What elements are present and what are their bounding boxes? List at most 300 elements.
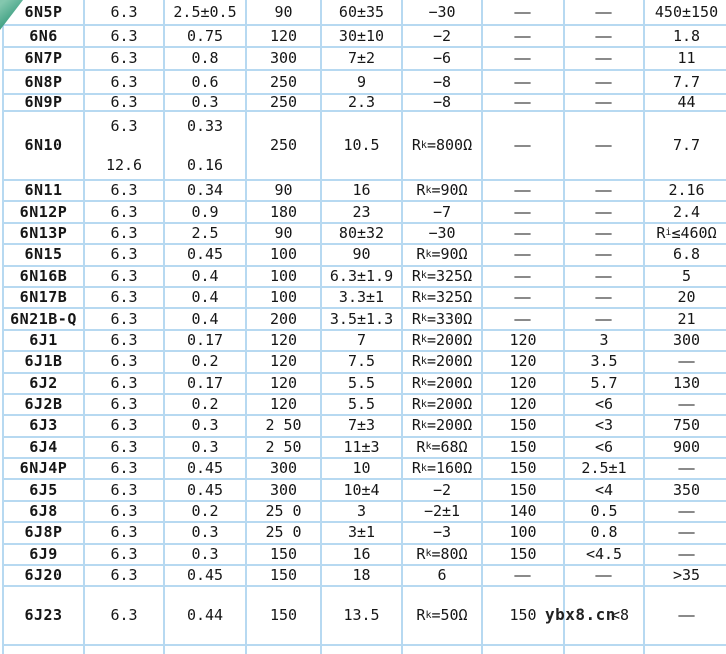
- spec-cell: 25 0: [247, 502, 322, 523]
- spec-cell: 0.2: [165, 395, 247, 416]
- table-row: [4, 181, 726, 202]
- empty-dash: —: [514, 136, 532, 154]
- spec-cell: 25 0: [247, 523, 322, 544]
- spec-cell: 6.3: [85, 224, 165, 245]
- spec-cell: 3: [565, 331, 645, 352]
- spec-cell: 150: [483, 480, 565, 501]
- spec-cell: 120: [247, 374, 322, 395]
- empty-dash: —: [595, 245, 613, 264]
- table-row: [4, 0, 726, 26]
- empty-dash: —: [595, 93, 613, 111]
- tube-name-cell: 6N5P: [4, 0, 85, 26]
- spec-cell: 7.7: [645, 71, 726, 95]
- spec-cell: [645, 646, 726, 654]
- spec-cell: >35: [645, 566, 726, 587]
- spec-cell: 120: [247, 331, 322, 352]
- tube-name-cell: 6N15: [4, 245, 85, 266]
- spec-cell: 0.8: [565, 523, 645, 544]
- empty-dash: —: [514, 309, 532, 328]
- tube-name-cell: 6J3: [4, 416, 85, 437]
- spec-cell: 100: [247, 288, 322, 309]
- table-row: [4, 352, 726, 373]
- tube-name-cell: 6NJ4P: [4, 459, 85, 480]
- spec-cell: R k =330Ω: [403, 309, 483, 330]
- spec-cell: 6.8: [645, 245, 726, 266]
- spec-cell: 90: [247, 181, 322, 202]
- table-row: [4, 438, 726, 459]
- table-row: [4, 95, 726, 112]
- spec-cell: −8: [403, 71, 483, 95]
- spec-cell: 0.3: [165, 416, 247, 437]
- spec-cell: 750: [645, 416, 726, 437]
- spec-cell: 6.3: [85, 26, 165, 48]
- empty-dash: —: [595, 26, 613, 45]
- spec-cell: −6: [403, 48, 483, 71]
- spec-cell: 5: [645, 267, 726, 288]
- empty-dash: —: [514, 181, 532, 200]
- empty-dash: —: [678, 352, 695, 371]
- tube-name-cell: 6J8P: [4, 523, 85, 544]
- empty-dash: —: [514, 72, 532, 91]
- spec-cell: 2.5±1: [565, 459, 645, 480]
- spec-cell: 90: [247, 0, 322, 26]
- spec-cell: 300: [247, 459, 322, 480]
- spec-cell: 100: [247, 267, 322, 288]
- spec-cell: [565, 26, 645, 48]
- empty-dash: —: [595, 136, 613, 154]
- spec-cell: [85, 646, 165, 654]
- heater-value: 0.33: [186, 117, 224, 135]
- spec-cell: 30±10: [322, 26, 403, 48]
- spec-cell: [247, 646, 322, 654]
- table-row: [4, 459, 726, 480]
- table-row: [4, 416, 726, 437]
- empty-dash: —: [514, 26, 532, 45]
- spec-cell: [483, 646, 565, 654]
- spec-cell: 0.17: [165, 331, 247, 352]
- spec-cell: 2.16: [645, 181, 726, 202]
- spec-cell: 1.8: [645, 26, 726, 48]
- table-row: [4, 202, 726, 223]
- spec-cell: [483, 95, 565, 112]
- spec-cell: <6: [565, 438, 645, 459]
- spec-cell: 0.45: [165, 566, 247, 587]
- spec-cell: 6.3: [85, 416, 165, 437]
- table-row: [4, 26, 726, 48]
- spec-cell: [483, 245, 565, 266]
- spec-cell: [645, 459, 726, 480]
- table-row: [4, 267, 726, 288]
- spec-cell: 150: [247, 566, 322, 587]
- empty-dash: —: [678, 395, 695, 414]
- spec-cell: 2.5: [165, 224, 247, 245]
- tube-name-cell: 6J2: [4, 374, 85, 395]
- table-row: [4, 523, 726, 544]
- tube-name-cell: 6J5: [4, 480, 85, 501]
- spec-cell: 80±32: [322, 224, 403, 245]
- spec-cell: 0.2: [165, 502, 247, 523]
- empty-dash: —: [595, 309, 613, 328]
- spec-cell: 450±150: [645, 0, 726, 26]
- spec-cell: 0.45: [165, 459, 247, 480]
- spec-cell: [483, 112, 565, 181]
- spec-cell: 300: [645, 331, 726, 352]
- empty-dash: —: [678, 544, 695, 563]
- table-row: [4, 395, 726, 416]
- spec-cell: [483, 202, 565, 223]
- spec-cell: 0.5: [565, 502, 645, 523]
- spec-cell: 250: [247, 112, 322, 181]
- watermark-text: ybx8.cn: [545, 605, 616, 624]
- spec-cell: [565, 71, 645, 95]
- spec-cell: 6.3: [85, 566, 165, 587]
- spec-cell: R k =200Ω: [403, 374, 483, 395]
- spec-cell: R k =90Ω: [403, 245, 483, 266]
- spec-cell: 150: [483, 416, 565, 437]
- spec-cell: 150: [483, 545, 565, 566]
- spec-cell: 16: [322, 181, 403, 202]
- spec-cell: 6.3: [85, 71, 165, 95]
- spec-cell: 0.4: [165, 267, 247, 288]
- spec-cell: 350: [645, 480, 726, 501]
- table-row: [4, 587, 726, 646]
- spec-cell: 250: [247, 95, 322, 112]
- spec-cell: R k =160Ω: [403, 459, 483, 480]
- spec-cell: 7: [322, 331, 403, 352]
- tube-name-cell: 6J9: [4, 545, 85, 566]
- spec-cell: 13.5: [322, 587, 403, 646]
- spec-cell: [165, 646, 247, 654]
- spec-cell: R k =200Ω: [403, 416, 483, 437]
- spec-cell: 0.75: [165, 26, 247, 48]
- spec-cell: [565, 95, 645, 112]
- spec-cell: 300: [247, 480, 322, 501]
- spec-cell: 11: [645, 48, 726, 71]
- tube-name-cell: 6J23: [4, 587, 85, 646]
- spec-cell: [483, 267, 565, 288]
- spec-cell: 150: [483, 438, 565, 459]
- spec-cell: [565, 112, 645, 181]
- spec-cell: 90: [247, 224, 322, 245]
- spec-cell: [165, 112, 247, 181]
- spec-cell: 21: [645, 309, 726, 330]
- spec-cell: 7.7: [645, 112, 726, 181]
- spec-cell: 2.4: [645, 202, 726, 223]
- spec-cell: −2: [403, 480, 483, 501]
- tube-name-cell: 6J1B: [4, 352, 85, 373]
- spec-cell: 6: [403, 566, 483, 587]
- spec-cell: R k =80Ω: [403, 545, 483, 566]
- spec-cell: −2±1: [403, 502, 483, 523]
- spec-cell: 18: [322, 566, 403, 587]
- table-row: [4, 480, 726, 501]
- spec-cell: 6.3: [85, 245, 165, 266]
- spec-cell: 6.3: [85, 502, 165, 523]
- spec-cell: 6.3: [85, 438, 165, 459]
- spec-cell: [645, 523, 726, 544]
- spec-cell: 10±4: [322, 480, 403, 501]
- spec-cell: R k =800Ω: [403, 112, 483, 181]
- spec-cell: 0.45: [165, 480, 247, 501]
- spec-cell: 0.4: [165, 288, 247, 309]
- spec-cell: 3.5±1.3: [322, 309, 403, 330]
- spec-cell: 3: [322, 502, 403, 523]
- table-row-cutoff: [4, 646, 726, 654]
- empty-dash: —: [595, 49, 613, 67]
- spec-cell: <8: [565, 587, 645, 646]
- spec-cell: 7±3: [322, 416, 403, 437]
- table-row: [4, 545, 726, 566]
- spec-cell: 7±2: [322, 48, 403, 71]
- empty-dash: —: [595, 181, 613, 200]
- empty-dash: —: [678, 459, 695, 478]
- spec-cell: 150: [483, 587, 565, 646]
- tube-name-cell: 6J1: [4, 331, 85, 352]
- table-row: [4, 331, 726, 352]
- tube-name-cell: 6J2B: [4, 395, 85, 416]
- empty-dash: —: [595, 566, 613, 585]
- spec-cell: R k =68Ω: [403, 438, 483, 459]
- spec-cell: 44: [645, 95, 726, 112]
- spec-cell: 6.3: [85, 480, 165, 501]
- spec-cell: 0.8: [165, 48, 247, 71]
- spec-cell: 100: [247, 245, 322, 266]
- spec-cell: 6.3: [85, 181, 165, 202]
- spec-cell: 60±35: [322, 0, 403, 26]
- spec-cell: [565, 48, 645, 71]
- spec-cell: [565, 566, 645, 587]
- spec-cell: 6.3: [85, 587, 165, 646]
- spec-cell: [645, 502, 726, 523]
- empty-dash: —: [514, 288, 532, 307]
- spec-cell: 20: [645, 288, 726, 309]
- spec-cell: −8: [403, 95, 483, 112]
- spec-cell: 150: [247, 545, 322, 566]
- spec-cell: 6.3: [85, 267, 165, 288]
- empty-dash: —: [595, 288, 613, 307]
- spec-cell: [4, 646, 85, 654]
- empty-dash: —: [595, 72, 613, 91]
- spec-cell: R k =200Ω: [403, 331, 483, 352]
- spec-cell: 16: [322, 545, 403, 566]
- spec-cell: [403, 646, 483, 654]
- empty-dash: —: [514, 566, 532, 585]
- spec-cell: 120: [483, 331, 565, 352]
- empty-dash: —: [514, 202, 532, 221]
- empty-dash: —: [595, 202, 613, 221]
- spec-cell: 6.3±1.9: [322, 267, 403, 288]
- spec-cell: [483, 48, 565, 71]
- spec-cell: 120: [247, 395, 322, 416]
- spec-cell: 23: [322, 202, 403, 223]
- spec-cell: [483, 71, 565, 95]
- spec-cell: [483, 309, 565, 330]
- tube-name-cell: 6N7P: [4, 48, 85, 71]
- spec-cell: 0.3: [165, 523, 247, 544]
- spec-cell: 120: [247, 352, 322, 373]
- spec-cell: [483, 288, 565, 309]
- spec-cell: 2.3: [322, 95, 403, 112]
- spec-cell: 10.5: [322, 112, 403, 181]
- spec-cell: R k =90Ω: [403, 181, 483, 202]
- spec-cell: 2 50: [247, 438, 322, 459]
- empty-dash: —: [514, 266, 532, 285]
- table-row: [4, 71, 726, 95]
- spec-cell: [565, 202, 645, 223]
- spec-cell: 0.17: [165, 374, 247, 395]
- spec-cell: 0.6: [165, 71, 247, 95]
- spec-cell: 120: [483, 374, 565, 395]
- spec-cell: [483, 26, 565, 48]
- tube-name-cell: 6N10: [4, 112, 85, 181]
- spec-cell: [565, 288, 645, 309]
- spec-cell: [645, 587, 726, 646]
- spec-cell: [565, 646, 645, 654]
- spec-cell: [483, 566, 565, 587]
- spec-cell: 6.3: [85, 202, 165, 223]
- table-row: [4, 502, 726, 523]
- spec-cell: 2.5±0.5: [165, 0, 247, 26]
- spec-cell: [483, 181, 565, 202]
- spec-cell: R i ≤460Ω: [645, 224, 726, 245]
- spec-cell: 5.7: [565, 374, 645, 395]
- spec-cell: 9: [322, 71, 403, 95]
- spec-cell: 6.3: [85, 374, 165, 395]
- spec-cell: 0.2: [165, 352, 247, 373]
- empty-dash: —: [678, 606, 695, 625]
- spec-cell: 120: [483, 395, 565, 416]
- tube-name-cell: 6N12P: [4, 202, 85, 223]
- spec-cell: [565, 224, 645, 245]
- spec-cell: 3.3±1: [322, 288, 403, 309]
- tube-name-cell: 6J4: [4, 438, 85, 459]
- spec-cell: 0.44: [165, 587, 247, 646]
- table-row: [4, 245, 726, 266]
- spec-cell: −30: [403, 0, 483, 26]
- spec-cell: −2: [403, 26, 483, 48]
- spec-cell: 0.9: [165, 202, 247, 223]
- spec-cell: [565, 0, 645, 26]
- heater-value: 12.6: [105, 156, 143, 174]
- table-row: [4, 112, 726, 181]
- empty-dash: —: [678, 523, 695, 542]
- spec-cell: 0.3: [165, 95, 247, 112]
- spec-cell: 900: [645, 438, 726, 459]
- spec-cell: [322, 646, 403, 654]
- table-row: [4, 309, 726, 330]
- empty-dash: —: [514, 223, 532, 242]
- tube-name-cell: 6N9P: [4, 95, 85, 112]
- spec-cell: 150: [247, 587, 322, 646]
- empty-dash: —: [678, 502, 695, 521]
- spec-cell: 250: [247, 71, 322, 95]
- empty-dash: —: [595, 223, 613, 242]
- table-row: [4, 374, 726, 395]
- spec-cell: 0.3: [165, 545, 247, 566]
- spec-cell: R k =325Ω: [403, 267, 483, 288]
- spec-cell: R k =50Ω: [403, 587, 483, 646]
- tube-name-cell: 6N17B: [4, 288, 85, 309]
- spec-cell: R k =200Ω: [403, 395, 483, 416]
- empty-dash: —: [595, 2, 613, 21]
- spec-cell: 0.4: [165, 309, 247, 330]
- spec-cell: [565, 245, 645, 266]
- spec-cell: 2 50: [247, 416, 322, 437]
- spec-cell: R k =200Ω: [403, 352, 483, 373]
- spec-cell: 6.3: [85, 395, 165, 416]
- heater-value: 0.16: [186, 156, 224, 174]
- spec-cell: 5.5: [322, 374, 403, 395]
- spec-cell: <4.5: [565, 545, 645, 566]
- spec-cell: 6.3: [85, 352, 165, 373]
- spec-cell: 3±1: [322, 523, 403, 544]
- tube-name-cell: 6J8: [4, 502, 85, 523]
- empty-dash: —: [595, 266, 613, 285]
- spec-cell: 5.5: [322, 395, 403, 416]
- spec-cell: 6.3: [85, 459, 165, 480]
- tube-name-cell: 6N11: [4, 181, 85, 202]
- spec-cell: 130: [645, 374, 726, 395]
- spec-cell: 120: [247, 26, 322, 48]
- spec-cell: −30: [403, 224, 483, 245]
- spec-cell: <3: [565, 416, 645, 437]
- spec-cell: 120: [483, 352, 565, 373]
- spec-cell: 7.5: [322, 352, 403, 373]
- tube-name-cell: 6N13P: [4, 224, 85, 245]
- spec-cell: R k =325Ω: [403, 288, 483, 309]
- spec-cell: 90: [322, 245, 403, 266]
- spec-cell: [85, 112, 165, 181]
- spec-cell: [645, 352, 726, 373]
- spec-cell: 6.3: [85, 288, 165, 309]
- spec-cell: 140: [483, 502, 565, 523]
- spec-cell: <6: [565, 395, 645, 416]
- spec-cell: [565, 181, 645, 202]
- spec-cell: <4: [565, 480, 645, 501]
- tube-name-cell: 6N6: [4, 26, 85, 48]
- empty-dash: —: [514, 49, 532, 67]
- spec-cell: 180: [247, 202, 322, 223]
- spec-cell: 200: [247, 309, 322, 330]
- spec-cell: −3: [403, 523, 483, 544]
- spec-cell: 6.3: [85, 309, 165, 330]
- spec-cell: [565, 267, 645, 288]
- empty-dash: —: [514, 2, 532, 21]
- spec-cell: 11±3: [322, 438, 403, 459]
- empty-dash: —: [514, 245, 532, 264]
- spec-cell: 150: [483, 459, 565, 480]
- spec-cell: 6.3: [85, 545, 165, 566]
- table-row: [4, 224, 726, 245]
- spec-cell: 3.5: [565, 352, 645, 373]
- table-row: [4, 48, 726, 71]
- table-row: [4, 288, 726, 309]
- spec-cell: 6.3: [85, 48, 165, 71]
- spec-cell: [565, 309, 645, 330]
- tube-name-cell: 6N8P: [4, 71, 85, 95]
- empty-dash: —: [514, 93, 532, 111]
- spec-cell: [645, 545, 726, 566]
- spec-cell: 300: [247, 48, 322, 71]
- spec-cell: [483, 224, 565, 245]
- spec-cell: 0.3: [165, 438, 247, 459]
- spec-cell: [645, 395, 726, 416]
- tube-spec-table: [2, 0, 726, 654]
- spec-cell: 6.3: [85, 523, 165, 544]
- spec-cell: 100: [483, 523, 565, 544]
- spec-cell: [483, 0, 565, 26]
- spec-cell: −7: [403, 202, 483, 223]
